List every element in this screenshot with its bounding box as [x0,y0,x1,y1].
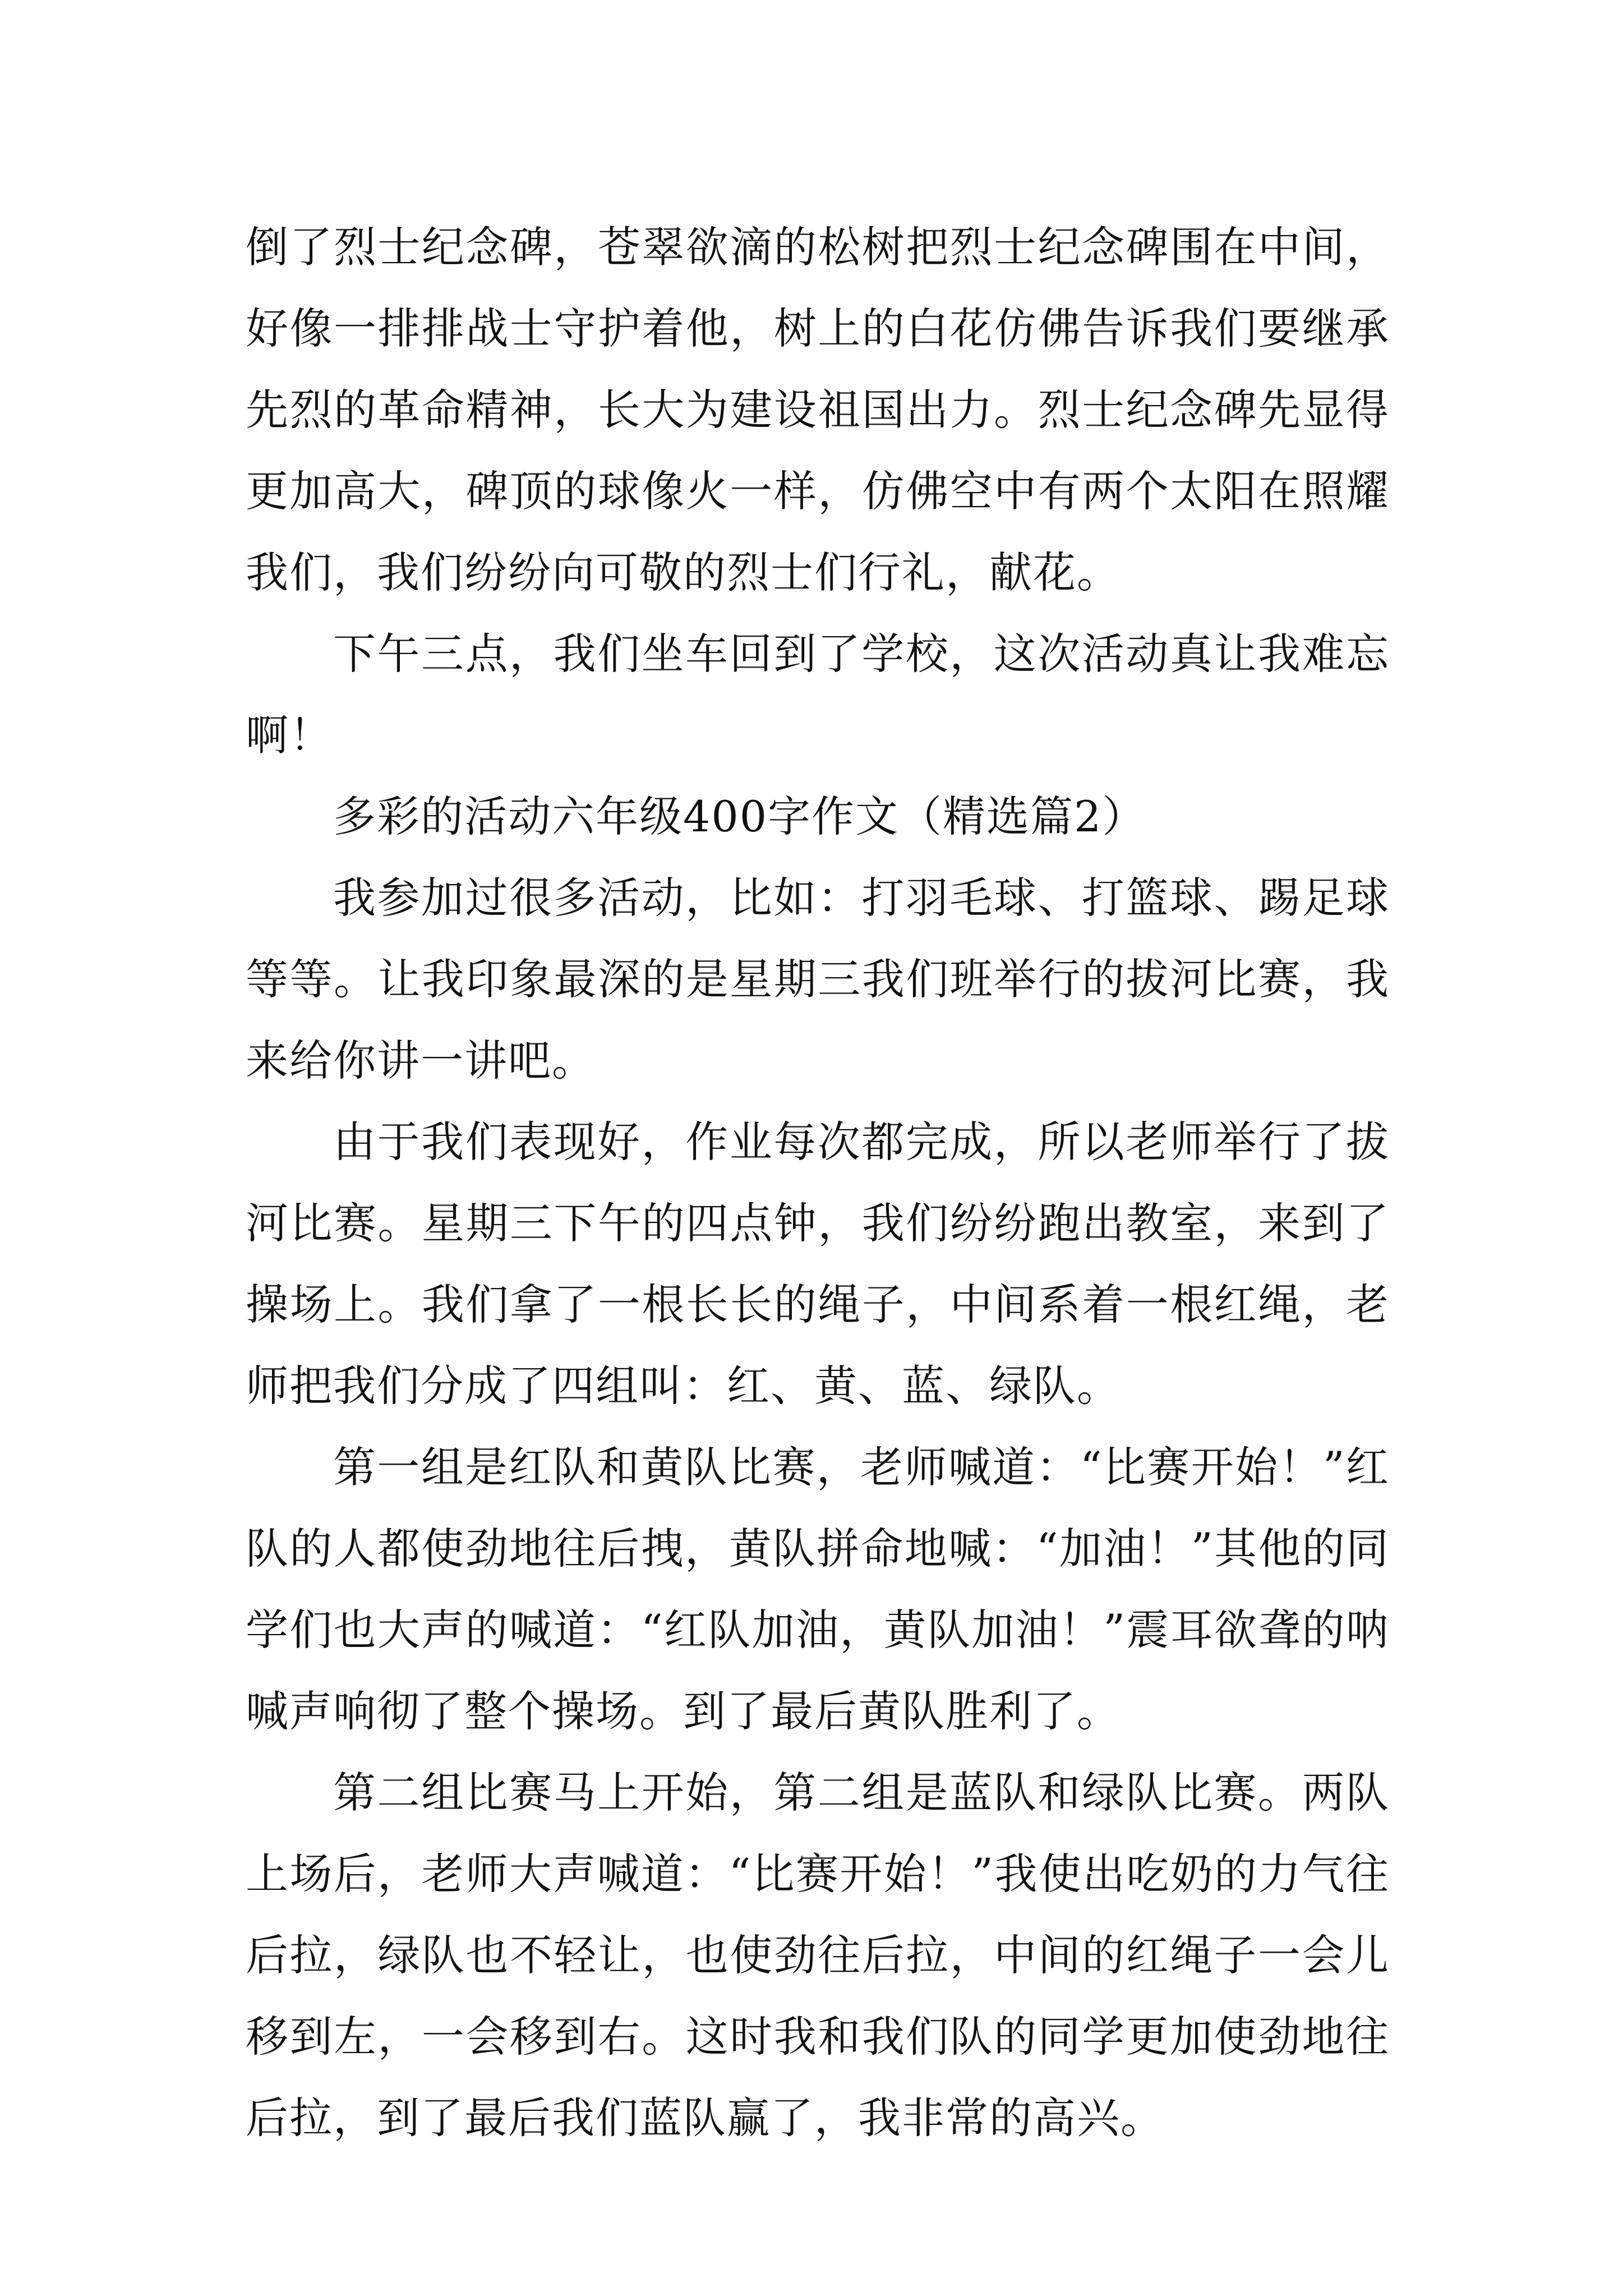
paragraph: 第一组是红队和黄队比赛，老师喊道：“比赛开始！”红队的人都使劲地往后拽，黄队拼命地喊：“加油！”其他的同学们也大声的喊道：“红队加油，黄队加油！”震耳欲聋的呐喊声响彻了整个操场。到了最后黄队胜利了。 [246,1442,1390,1736]
paragraph-continued: 倒了烈士纪念碑，苍翠欲滴的松树把烈士纪念碑围在中间，好像一排排战士守护着他，树上的白花仿佛告诉我们要继承先烈的革命精神，长大为建设祖国出力。烈士纪念碑先显得更加高大，碑顶的球像火一样，仿佛空中有两个太阳在照耀我们，我们纷纷向可敬的烈士们行礼，献花。 [246,222,1390,597]
paragraph: 我参加过很多活动，比如：打羽毛球、打篮球、踢足球等等。让我印象最深的是星期三我们班举行的拔河比赛，我来给你讲一讲吧。 [246,873,1390,1085]
paragraph: 由于我们表现好，作业每次都完成，所以老师举行了拔河比赛。星期三下午的四点钟，我们纷纷跑出教室，来到了操场上。我们拿了一根长长的绳子，中间系着一根红绳，老师把我们分成了四组叫：红、黄、蓝、绿队。 [246,1117,1390,1411]
paragraph: 第二组比赛马上开始，第二组是蓝队和绿队比赛。两队上场后，老师大声喊道：“比赛开始！”我使出吃奶的力气往后拉，绿队也不轻让，也使劲往后拉，中间的红绳子一会儿移到左，一会移到右。这时我和我们队的同学更加使劲地往后拉，到了最后我们蓝队赢了，我非常的高兴。 [246,1768,1390,2143]
paragraph: 下午三点，我们坐车回到了学校，这次活动真让我难忘啊！ [246,629,1390,760]
essay-body [246,206,1390,2159]
section-title: 多彩的活动六年级400字作文（精选篇2） [333,792,1146,841]
